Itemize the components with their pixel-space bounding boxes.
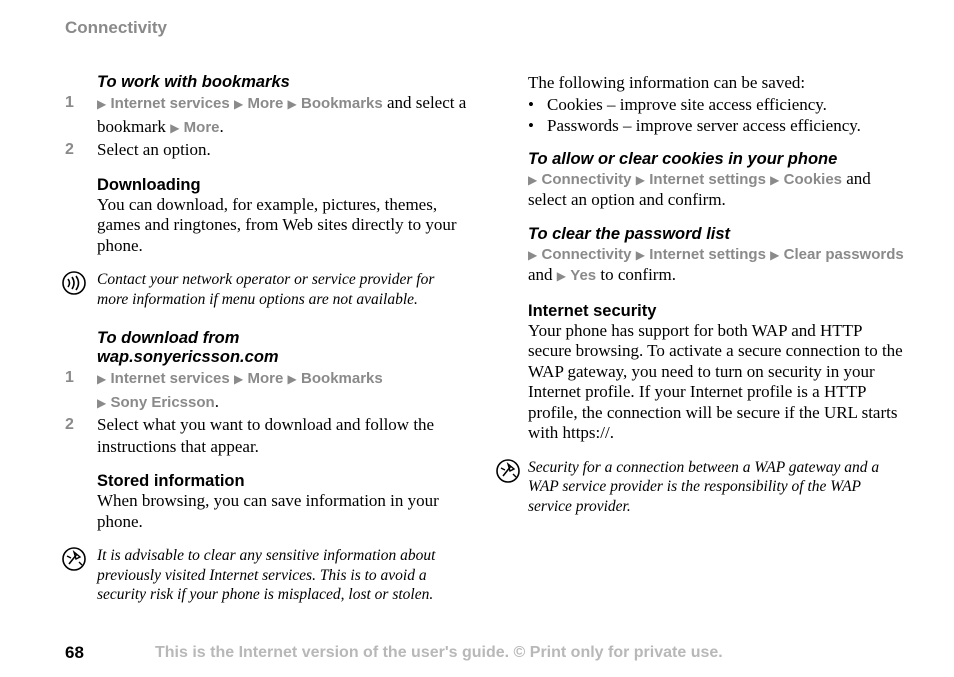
list-item-text: Passwords – improve server access efficiency. [547,115,861,135]
saved-info-list [528,94,908,136]
instruction-text: and select an option and confirm. [528,168,871,209]
menu-more: More [183,118,220,136]
arrow-right-icon: ▶ [770,247,780,262]
menu-cookies: Cookies [783,170,843,188]
download-step-1 [65,367,469,414]
tip-box [61,546,469,605]
stored-body: When browsing, you can save information in your phone. [97,491,439,531]
menu-more: More [247,370,284,387]
step-number: 1 [65,369,74,386]
arrow-right-icon: ▶ [287,97,297,111]
menu-internet-settings: Internet settings [649,245,766,263]
bookmarks-step-1 [65,92,469,139]
step-text [97,92,469,139]
left-column [65,73,469,605]
arrow-right-icon: ▶ [170,120,180,135]
heading-line: To download from [97,329,240,347]
arrow-right-icon: ▶ [528,247,538,262]
tip-box [495,458,908,517]
arrow-right-icon: ▶ [770,172,780,187]
security-heading: Internet security [528,301,657,320]
arrow-right-icon: ▶ [287,372,297,386]
menu-internet-settings: Internet settings [649,170,766,188]
menu-bookmarks: Bookmarks [301,370,383,387]
menu-more: More [247,95,284,112]
menu-clear-passwords: Clear passwords [783,245,904,263]
stored-heading: Stored information [97,472,245,490]
step-number: 1 [65,94,74,111]
downloading-heading: Downloading [97,175,201,194]
list-item [528,94,908,115]
heading-line: wap.sonyericsson.com [97,348,279,366]
arrow-right-icon: ▶ [635,247,645,262]
arrow-right-icon: ▶ [97,372,107,386]
list-item-text: Cookies – improve site access efficiency. [547,94,827,114]
menu-connectivity: Connectivity [541,245,632,263]
bullet-icon: • [528,94,534,114]
arrow-right-icon: ▶ [233,372,244,386]
cookies-instructions [528,169,908,211]
menu-bookmarks: Bookmarks [301,95,383,112]
arrow-right-icon: ▶ [97,395,107,410]
arrow-right-icon: ▶ [528,172,538,187]
tip-text: It is advisable to clear any sensitive information about previously visited Internet services. This is to avoid a security risk if your phone is misplaced, lost or stolen. [97,547,436,603]
password-instructions [528,244,908,287]
arrow-right-icon: ▶ [635,172,645,187]
footer-notice: This is the Internet version of the user's guide. © Print only for private use. [155,644,723,661]
lightbulb-icon [61,546,97,605]
arrow-right-icon: ▶ [97,97,107,111]
step-text [97,367,383,414]
tip-text: Security for a connection between a WAP gateway and a WAP service provider is the responsibility of the WAP service provider. [528,458,880,515]
lightbulb-icon [495,458,528,517]
password-heading: To clear the password list [528,224,731,243]
bullet-icon: • [528,115,534,135]
arrow-right-icon: ▶ [233,97,244,111]
step-text-part: . [219,116,224,136]
note-box [61,270,469,309]
step-text-part: and select a bookmark [97,93,467,136]
menu-connectivity: Connectivity [541,170,632,188]
step-text: Select what you want to download and follow the instructions that appear. [97,415,435,456]
arrow-right-icon: ▶ [556,269,567,283]
step-number: 2 [65,416,74,433]
right-column [528,73,908,516]
menu-yes: Yes [570,267,597,284]
bookmarks-heading: To work with bookmarks [97,73,290,91]
note-icon [61,270,97,309]
section-header: Connectivity [65,18,168,37]
downloading-body: You can download, for example, pictures, themes, games and ringtones, from Web sites directly to your phone. [97,194,457,255]
cookies-heading: To allow or clear cookies in your phone [528,149,838,168]
menu-sony-ericsson: Sony Ericsson [110,393,215,411]
menu-internet-services: Internet services [110,370,230,387]
menu-internet-services: Internet services [110,95,230,112]
bookmarks-step-2 [65,139,469,161]
list-item [528,115,908,136]
step-text: Select an option. [97,140,211,159]
security-body: Your phone has support for both WAP and HTTP secure browsing. To activate a secure connection to the WAP gateway, you need to turn on security in your Internet profile. If your Internet profile is a HTTP profile, the connection will be secure if the URL starts with https://. [528,320,903,442]
step-number: 2 [65,141,74,158]
page-number: 68 [65,643,84,662]
saved-info-intro: The following information can be saved: [528,73,806,92]
instruction-text: to confirm. [596,265,676,284]
download-heading [97,329,469,367]
download-step-2 [65,414,469,457]
instruction-text: and [528,265,557,284]
step-text-part: . [214,391,219,411]
note-text: Contact your network operator or service provider for more information if menu options are not available. [97,271,435,308]
